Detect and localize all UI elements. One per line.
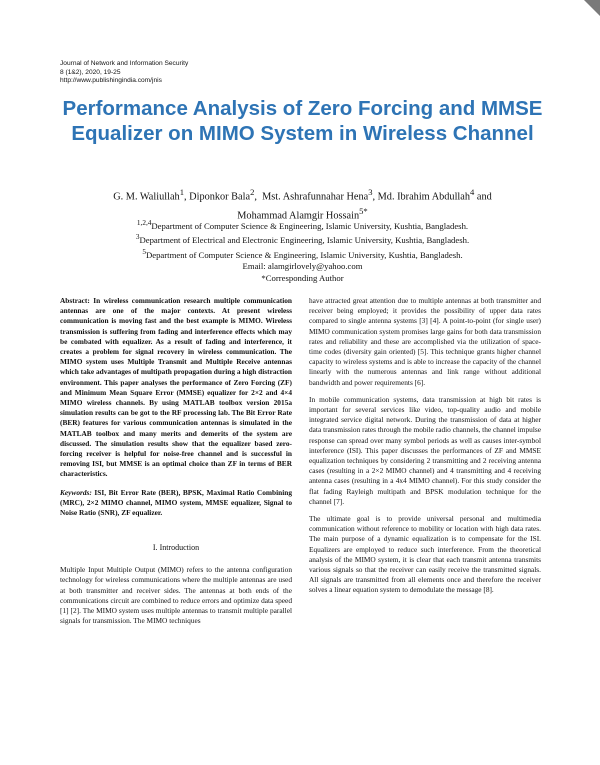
- journal-name: Journal of Network and Information Security: [60, 60, 189, 67]
- paragraph: Multiple Input Multiple Output (MIMO) refers to the antenna configuration technology for wireless communications where the multiple antennas are used at both transmitter and receiver sides. The antennas at both ends of the communications circuit are combined to reduce errors and optimize data speed [1] [2]. The MIMO system uses multiple antennas to transmit multiple parallel signals for transmission. The MIMO techniques: [60, 565, 292, 626]
- author-conjunction: and: [476, 191, 492, 203]
- journal-issue: 8 (1&2), 2020, 19-25: [60, 68, 121, 76]
- author-sup: 3: [368, 187, 373, 197]
- journal-header: [60, 60, 360, 86]
- corresponding-author: *Corresponding Author: [261, 272, 344, 283]
- author-sup: 4: [470, 187, 475, 197]
- affiliation: $^{1,2,4}$Department of Computer Science & Engineering, Islamic University, Kushtia, Bangladesh.: [136, 219, 469, 231]
- paragraph: The ultimate goal is to provide universal personal and multimedia communication without reference to mobility or location with high data rates. The main purpose of a dynamic equalization is to compensate for the ISI. Equalizers are employed to reduce such interference. From the theoretical analysis of the MIMO system, it is clear that each transmit antenna transmits various signals so that the receiver can easily receive the transmitted signals. All signals are transmitted from all elements once and therefore the receiver solves a linear equation system to demodulate the message [8].: [309, 514, 541, 595]
- keywords: [60, 488, 292, 519]
- author-name: G. M. Waliullah: [113, 191, 180, 203]
- abstract-text: In wireless communication research multiple communication antennas are one of the major contexts. At present wireless communication is moving fast and the best example is MIMO. Wireless transmission is suffering from fading and interference effects which may be combated with equalizer. As a result of fading and interference, it creates a problem for signal recovery in wireless communication. The MIMO system uses Multiple Transmit and Multiple Receive antennas which take advantages of multipath propagation during a high distraction environment. This paper analyses the performance of Zero Forcing (ZF) and Minimum Mean Square Error (MMSE) equalizer for 2×2 and 4×4 MIMO wireless channels. By using MATLAB toolbox version 2015a simulation results can be got to the RF processing lab. The Bit Error Rate (BER) features for various communication antennas is simulated in the MATLAB toolbox and many merits and demerits of the system are discussed. The simulation results show that the equalizer based zero-forcing receiver is helpful for noise-free channel and is successful in removing ISI, but MMSE is an optimal choice than ZF in terms of BER characteristics.: [60, 296, 292, 479]
- right-column: [309, 296, 541, 603]
- affiliation-sup: 3: [135, 233, 140, 242]
- affiliation-sup: 1,2,4: [136, 219, 152, 227]
- left-column: [60, 296, 292, 633]
- author-name: Diponkor Bala: [189, 191, 251, 203]
- abstract: [60, 296, 292, 480]
- affiliations: [60, 218, 545, 284]
- author-name: Mst. Ashrafunnahar Hena: [262, 191, 369, 203]
- author-name: Mohammad Alamgir Hossain: [237, 210, 360, 222]
- author-sup: 2: [250, 187, 255, 197]
- paragraph: In mobile communication systems, data transmission at high bit rates is important for several services like video, top-quality audio and mobile integrated service digital network. During the transmission of data at higher data transmission rates through the mobile radio channels, the channel impulse response can spread over many symbol periods as well as causes inter-symbol interference (ISI). This paper discusses the performances of ZF and MMSE equalization techniques by considering 2 transmitting and 2 receiving antenna cases (resulting in a 2×2 MIMO channel) and 4 transmitting and 4 receiving antenna cases (resulting in a 4x4 MIMO channel). For this study consider the flat fading Rayleigh multipath and BPSK modulation technique for the channel [7].: [309, 394, 541, 506]
- section-heading-introduction: I. Introduction: [152, 543, 200, 553]
- page-corner-fold: [584, 0, 600, 16]
- keywords-label: Keywords:: [60, 487, 92, 497]
- paragraph: have attracted great attention due to multiple antennas at both transmitter and receiver being employed; it provides the possibility of upper data rates compared to single antenna systems [3] [4]. A point-to-point (for single user) MIMO communication system promises large gains for both data transmission rates and reliability and these are accomplished via the utilization of space-time codes (diversity gain oriented) [5]. This technique grants higher channel capacity to wireless systems and is able to increase the capacity of the channel linearly with the numerous antennas and link range without additional bandwidth and power requirements [6].: [309, 296, 541, 387]
- affiliation-sup: 5: [142, 247, 146, 256]
- author-name: Md. Ibrahim Abdullah: [377, 191, 471, 203]
- abstract-label: Abstract:: [60, 296, 90, 305]
- author-sup: 5*: [359, 206, 368, 217]
- paper-title: Performance Analysis of Zero Forcing and MMSE Equalizer on MIMO System in Wireless Channel: [62, 97, 543, 145]
- affiliation: $^5$Department of Computer Science & Engineering, Islamic University, Kushtia, Bangladesh.: [142, 247, 463, 260]
- affiliation: $^3$Department of Electrical and Electronic Engineering, Islamic University, Kushtia, Bangladesh.: [135, 233, 470, 246]
- author-line-1: G. M. Waliullah$^1$, Diponkor Bala$^2$, Mst. Ashrafunnahar Hena$^3$, Md. Ibrahim Abdullah$^4$ and: [113, 187, 492, 203]
- author-sup: 1: [179, 187, 184, 197]
- keywords-text: ISI, Bit Error Rate (BER), BPSK, Maximal Ratio Combining (MRC), 2×2 MIMO channel, MIMO system, MMSE equalizer, Signal to Noise Ratio (SNR), ZF equalizer.: [60, 487, 292, 518]
- journal-url[interactable]: http://www.publishingindia.com/jnis: [60, 77, 162, 84]
- email: Email: alamgirlovely@yahoo.com: [242, 261, 363, 272]
